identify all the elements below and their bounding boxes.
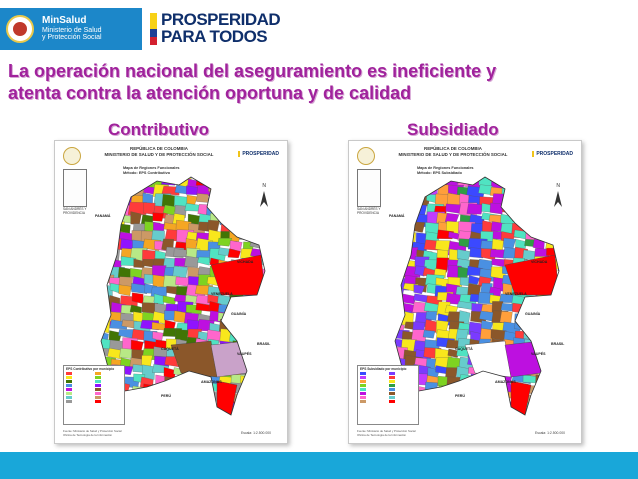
card-ministry: MINISTERIO DE SALUD Y DE PROTECCIÓN SOCIAL (104, 151, 214, 157)
slogan-line-2: PARA TODOS (161, 27, 268, 46)
legend-swatch (66, 376, 93, 379)
north-label: N (262, 183, 266, 189)
map-region-label: VICHADA (237, 260, 254, 264)
north-label: N (556, 183, 560, 189)
map-card-subsidiado (348, 140, 582, 444)
legend-swatch (360, 396, 387, 399)
map-region-label: PERÚ (455, 394, 465, 398)
prosperidad-logo (161, 11, 280, 45)
card-republic: REPÚBLICA DE COLOMBIA (130, 146, 188, 151)
map-region-label: VICHADA (531, 260, 548, 264)
legend-swatch (360, 388, 387, 391)
card-ministry: MINISTERIO DE SALUD Y DE PROTECCIÓN SOCIAL (398, 151, 508, 157)
islands-inset (357, 169, 381, 207)
map-region-label: CAQUETÁ (455, 347, 473, 351)
map-region-label: AMAZONAS (495, 380, 516, 384)
legend-swatch (66, 396, 93, 399)
legend-swatch (95, 400, 122, 403)
legend-swatch (360, 384, 387, 387)
map-credits (357, 430, 416, 437)
headline-line-2: atenta contra la atención oportuna y de calidad (8, 83, 412, 103)
islands-label: SAN ANDRÉS Y PROVIDENCIA (357, 207, 381, 215)
credits-line-2: Oficina de Tecnología de la Información (63, 432, 113, 437)
map-region-label: GUAINÍA (231, 312, 247, 316)
ministry-sub-1: Ministerio de Salud (42, 26, 102, 34)
colombia-seal-icon (63, 147, 81, 165)
card-map-title: Mapa de Regiones Funcionales (123, 166, 180, 170)
legend-swatch (95, 380, 122, 383)
map-region-label: BRASIL (551, 342, 565, 346)
card-map-title: Mapa de Regiones Funcionales (417, 166, 474, 170)
legend-swatch (389, 372, 416, 375)
colombia-seal-icon (6, 15, 34, 43)
legend-swatch (389, 396, 416, 399)
slogan-line-1: PROSPERIDAD (161, 10, 281, 29)
legend-swatch (95, 388, 122, 391)
map-card-contributivo (54, 140, 288, 444)
page-title (8, 60, 633, 104)
card-map-method: Método: EPS Contributivo (123, 170, 171, 175)
card-map-method: Método: EPS Subsidiado (417, 170, 462, 175)
north-arrow-icon (259, 191, 269, 207)
credits-line-1: Fuente: Ministerio de Salud y Protección Social (63, 429, 122, 434)
map-region-label: VAUPÉS (237, 352, 252, 356)
legend-swatch (95, 376, 122, 379)
legend-swatch (389, 388, 416, 391)
legend-swatch (95, 372, 122, 375)
column-title-contributivo: Contributivo (108, 120, 210, 139)
legend-swatch (66, 400, 93, 403)
map-region-label: VENEZUELA (505, 292, 527, 296)
legend-swatch (360, 400, 387, 403)
credits-line-1: Fuente: Ministerio de Salud y Protección Social (357, 429, 416, 434)
legend-swatch (66, 388, 93, 391)
legend-swatch (389, 380, 416, 383)
map-region-label: VAUPÉS (531, 352, 546, 356)
map-legend (63, 365, 125, 425)
colombia-flag-icon (150, 13, 157, 45)
legend-swatch (66, 384, 93, 387)
map-scale: Escala: 1:2.500.000 (535, 431, 565, 435)
credits-line-2: Oficina de Tecnología de la Información (357, 432, 407, 437)
legend-swatch (66, 372, 93, 375)
legend-swatch (95, 384, 122, 387)
map-scale: Escala: 1:2.500.000 (241, 431, 271, 435)
map-region-label: VENEZUELA (211, 292, 233, 296)
map-region-label: PERÚ (161, 394, 171, 398)
colombia-seal-icon (357, 147, 375, 165)
legend-swatch (66, 380, 93, 383)
legend-title: EPS Subsidiado por municipio (360, 367, 407, 371)
map-credits (63, 430, 122, 437)
legend-swatch (95, 396, 122, 399)
column-title-subsidiado: Subsidiado (407, 120, 499, 139)
map-region-label: BRASIL (257, 342, 271, 346)
ministry-name: MinSalud (42, 15, 87, 27)
legend-swatch (360, 376, 387, 379)
legend-title: EPS Contributivo por municipio (66, 367, 115, 371)
map-region-label: PANAMÁ (95, 214, 111, 218)
islands-inset (63, 169, 87, 207)
map-region-label: PANAMÁ (389, 214, 405, 218)
minsalud-logo (0, 8, 142, 50)
map-region-label: AMAZONAS (201, 380, 222, 384)
card-prosperidad-logo: PROSPERIDAD (238, 151, 279, 157)
legend-swatch (389, 384, 416, 387)
legend-swatch (360, 392, 387, 395)
legend-swatch (389, 376, 416, 379)
map-region-label: GUAINÍA (525, 312, 541, 316)
footer-bar (0, 452, 638, 479)
legend-swatch (360, 372, 387, 375)
legend-swatches (358, 372, 418, 403)
headline-line-1: La operación nacional del aseguramiento es ineficiente y (8, 61, 497, 81)
legend-swatch (360, 380, 387, 383)
north-arrow-icon (553, 191, 563, 207)
map-legend (357, 365, 419, 425)
card-prosperidad-logo: PROSPERIDAD (532, 151, 573, 157)
islands-label: SAN ANDRÉS Y PROVIDENCIA (63, 207, 87, 215)
map-region-label: CAQUETÁ (161, 347, 179, 351)
legend-swatch (66, 392, 93, 395)
legend-swatches (64, 372, 124, 403)
ministry-sub-2: y Protección Social (42, 34, 102, 42)
legend-swatch (95, 392, 122, 395)
legend-swatch (389, 392, 416, 395)
card-republic: REPÚBLICA DE COLOMBIA (424, 146, 482, 151)
legend-swatch (389, 400, 416, 403)
